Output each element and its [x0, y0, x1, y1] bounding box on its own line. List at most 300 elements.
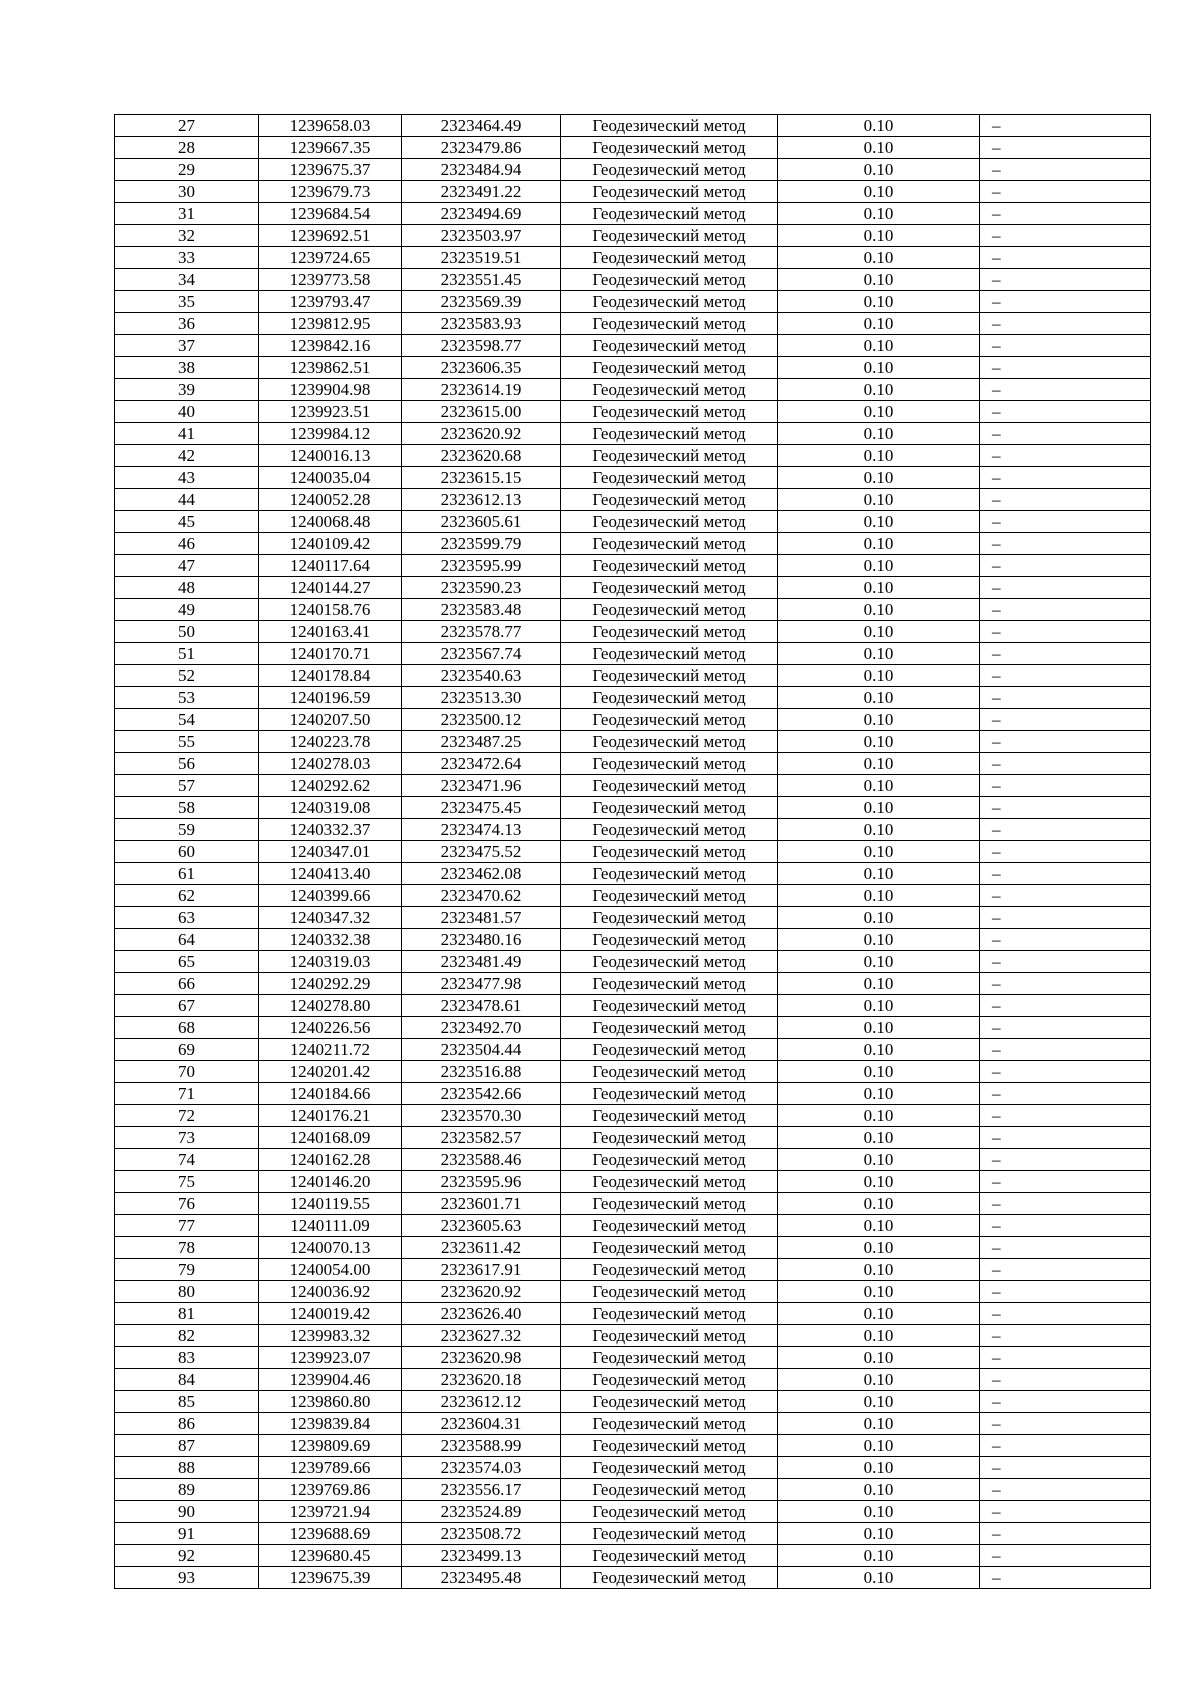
method-cell: Геодезический метод	[561, 445, 778, 467]
x-coordinate-cell: 1240332.37	[259, 819, 402, 841]
table-row	[115, 929, 1151, 951]
accuracy-cell: 0.10	[778, 1523, 980, 1545]
point-number-cell: 28	[115, 137, 259, 159]
x-coordinate-cell: 1239860.80	[259, 1391, 402, 1413]
accuracy-cell: 0.10	[778, 951, 980, 973]
y-coordinate-cell: 2323494.69	[402, 203, 561, 225]
y-coordinate-cell: 2323480.16	[402, 929, 561, 951]
table-row	[115, 643, 1151, 665]
note-cell: –	[980, 775, 1151, 797]
x-coordinate-cell: 1239984.12	[259, 423, 402, 445]
method-cell: Геодезический метод	[561, 621, 778, 643]
x-coordinate-cell: 1240278.03	[259, 753, 402, 775]
y-coordinate-cell: 2323472.64	[402, 753, 561, 775]
note-cell: –	[980, 445, 1151, 467]
accuracy-cell: 0.10	[778, 423, 980, 445]
accuracy-cell: 0.10	[778, 1457, 980, 1479]
table-row	[115, 1369, 1151, 1391]
y-coordinate-cell: 2323551.45	[402, 269, 561, 291]
x-coordinate-cell: 1239675.39	[259, 1567, 402, 1589]
method-cell: Геодезический метод	[561, 291, 778, 313]
accuracy-cell: 0.10	[778, 995, 980, 1017]
table-row	[115, 775, 1151, 797]
table-row	[115, 357, 1151, 379]
accuracy-cell: 0.10	[778, 1149, 980, 1171]
method-cell: Геодезический метод	[561, 1149, 778, 1171]
y-coordinate-cell: 2323479.86	[402, 137, 561, 159]
method-cell: Геодезический метод	[561, 1039, 778, 1061]
x-coordinate-cell: 1239769.86	[259, 1479, 402, 1501]
method-cell: Геодезический метод	[561, 731, 778, 753]
accuracy-cell: 0.10	[778, 225, 980, 247]
x-coordinate-cell: 1240119.55	[259, 1193, 402, 1215]
method-cell: Геодезический метод	[561, 1479, 778, 1501]
method-cell: Геодезический метод	[561, 159, 778, 181]
note-cell: –	[980, 1039, 1151, 1061]
method-cell: Геодезический метод	[561, 1567, 778, 1589]
note-cell: –	[980, 1391, 1151, 1413]
note-cell: –	[980, 1435, 1151, 1457]
method-cell: Геодезический метод	[561, 1083, 778, 1105]
note-cell: –	[980, 1281, 1151, 1303]
point-number-cell: 43	[115, 467, 259, 489]
table-row	[115, 841, 1151, 863]
accuracy-cell: 0.10	[778, 665, 980, 687]
method-cell: Геодезический метод	[561, 203, 778, 225]
table-row	[115, 1127, 1151, 1149]
x-coordinate-cell: 1240178.84	[259, 665, 402, 687]
note-cell: –	[980, 951, 1151, 973]
note-cell: –	[980, 1215, 1151, 1237]
method-cell: Геодезический метод	[561, 1435, 778, 1457]
y-coordinate-cell: 2323475.52	[402, 841, 561, 863]
table-row	[115, 1017, 1151, 1039]
accuracy-cell: 0.10	[778, 753, 980, 775]
table-row	[115, 1347, 1151, 1369]
y-coordinate-cell: 2323475.45	[402, 797, 561, 819]
x-coordinate-cell: 1240070.13	[259, 1237, 402, 1259]
note-cell: –	[980, 599, 1151, 621]
point-number-cell: 71	[115, 1083, 259, 1105]
y-coordinate-cell: 2323499.13	[402, 1545, 561, 1567]
table-row	[115, 1413, 1151, 1435]
y-coordinate-cell: 2323504.44	[402, 1039, 561, 1061]
accuracy-cell: 0.10	[778, 467, 980, 489]
y-coordinate-cell: 2323513.30	[402, 687, 561, 709]
accuracy-cell: 0.10	[778, 819, 980, 841]
point-number-cell: 90	[115, 1501, 259, 1523]
note-cell: –	[980, 577, 1151, 599]
table-row	[115, 335, 1151, 357]
y-coordinate-cell: 2323556.17	[402, 1479, 561, 1501]
accuracy-cell: 0.10	[778, 313, 980, 335]
accuracy-cell: 0.10	[778, 357, 980, 379]
method-cell: Геодезический метод	[561, 181, 778, 203]
x-coordinate-cell: 1239675.37	[259, 159, 402, 181]
accuracy-cell: 0.10	[778, 1127, 980, 1149]
note-cell: –	[980, 1523, 1151, 1545]
note-cell: –	[980, 1413, 1151, 1435]
x-coordinate-cell: 1240413.40	[259, 863, 402, 885]
y-coordinate-cell: 2323606.35	[402, 357, 561, 379]
point-number-cell: 57	[115, 775, 259, 797]
method-cell: Геодезический метод	[561, 819, 778, 841]
y-coordinate-cell: 2323478.61	[402, 995, 561, 1017]
method-cell: Геодезический метод	[561, 1193, 778, 1215]
note-cell: –	[980, 159, 1151, 181]
method-cell: Геодезический метод	[561, 665, 778, 687]
point-number-cell: 87	[115, 1435, 259, 1457]
y-coordinate-cell: 2323620.68	[402, 445, 561, 467]
x-coordinate-cell: 1240111.09	[259, 1215, 402, 1237]
y-coordinate-cell: 2323470.62	[402, 885, 561, 907]
method-cell: Геодезический метод	[561, 577, 778, 599]
note-cell: –	[980, 1501, 1151, 1523]
accuracy-cell: 0.10	[778, 181, 980, 203]
note-cell: –	[980, 489, 1151, 511]
x-coordinate-cell: 1240109.42	[259, 533, 402, 555]
point-number-cell: 86	[115, 1413, 259, 1435]
x-coordinate-cell: 1239658.03	[259, 115, 402, 137]
table-row	[115, 1391, 1151, 1413]
point-number-cell: 63	[115, 907, 259, 929]
point-number-cell: 70	[115, 1061, 259, 1083]
method-cell: Геодезический метод	[561, 1259, 778, 1281]
x-coordinate-cell: 1240226.56	[259, 1017, 402, 1039]
method-cell: Геодезический метод	[561, 643, 778, 665]
accuracy-cell: 0.10	[778, 709, 980, 731]
note-cell: –	[980, 841, 1151, 863]
method-cell: Геодезический метод	[561, 1017, 778, 1039]
accuracy-cell: 0.10	[778, 379, 980, 401]
accuracy-cell: 0.10	[778, 269, 980, 291]
method-cell: Геодезический метод	[561, 357, 778, 379]
table-row	[115, 1325, 1151, 1347]
y-coordinate-cell: 2323582.57	[402, 1127, 561, 1149]
method-cell: Геодезический метод	[561, 951, 778, 973]
method-cell: Геодезический метод	[561, 423, 778, 445]
x-coordinate-cell: 1240068.48	[259, 511, 402, 533]
accuracy-cell: 0.10	[778, 1545, 980, 1567]
table-row	[115, 159, 1151, 181]
table-row	[115, 885, 1151, 907]
note-cell: –	[980, 291, 1151, 313]
table-row	[115, 511, 1151, 533]
method-cell: Геодезический метод	[561, 995, 778, 1017]
note-cell: –	[980, 621, 1151, 643]
accuracy-cell: 0.10	[778, 1061, 980, 1083]
accuracy-cell: 0.10	[778, 203, 980, 225]
y-coordinate-cell: 2323500.12	[402, 709, 561, 731]
note-cell: –	[980, 973, 1151, 995]
note-cell: –	[980, 1237, 1151, 1259]
note-cell: –	[980, 1171, 1151, 1193]
point-number-cell: 55	[115, 731, 259, 753]
method-cell: Геодезический метод	[561, 599, 778, 621]
table-row	[115, 1083, 1151, 1105]
accuracy-cell: 0.10	[778, 643, 980, 665]
point-number-cell: 41	[115, 423, 259, 445]
x-coordinate-cell: 1240146.20	[259, 1171, 402, 1193]
accuracy-cell: 0.10	[778, 775, 980, 797]
method-cell: Геодезический метод	[561, 863, 778, 885]
x-coordinate-cell: 1240319.03	[259, 951, 402, 973]
method-cell: Геодезический метод	[561, 907, 778, 929]
table-row	[115, 1237, 1151, 1259]
accuracy-cell: 0.10	[778, 1435, 980, 1457]
x-coordinate-cell: 1240016.13	[259, 445, 402, 467]
coordinates-table-body	[115, 115, 1151, 1589]
note-cell: –	[980, 1083, 1151, 1105]
method-cell: Геодезический метод	[561, 269, 778, 291]
note-cell: –	[980, 137, 1151, 159]
y-coordinate-cell: 2323626.40	[402, 1303, 561, 1325]
note-cell: –	[980, 1479, 1151, 1501]
note-cell: –	[980, 753, 1151, 775]
point-number-cell: 73	[115, 1127, 259, 1149]
y-coordinate-cell: 2323590.23	[402, 577, 561, 599]
x-coordinate-cell: 1240117.64	[259, 555, 402, 577]
x-coordinate-cell: 1239923.07	[259, 1347, 402, 1369]
method-cell: Геодезический метод	[561, 1413, 778, 1435]
note-cell: –	[980, 1017, 1151, 1039]
x-coordinate-cell: 1240168.09	[259, 1127, 402, 1149]
table-row	[115, 577, 1151, 599]
note-cell: –	[980, 1105, 1151, 1127]
point-number-cell: 92	[115, 1545, 259, 1567]
y-coordinate-cell: 2323620.92	[402, 423, 561, 445]
y-coordinate-cell: 2323605.61	[402, 511, 561, 533]
x-coordinate-cell: 1239679.73	[259, 181, 402, 203]
table-row	[115, 973, 1151, 995]
point-number-cell: 72	[115, 1105, 259, 1127]
table-row	[115, 1545, 1151, 1567]
accuracy-cell: 0.10	[778, 159, 980, 181]
point-number-cell: 27	[115, 115, 259, 137]
table-row	[115, 1501, 1151, 1523]
method-cell: Геодезический метод	[561, 885, 778, 907]
y-coordinate-cell: 2323583.93	[402, 313, 561, 335]
y-coordinate-cell: 2323481.49	[402, 951, 561, 973]
y-coordinate-cell: 2323620.92	[402, 1281, 561, 1303]
accuracy-cell: 0.10	[778, 1083, 980, 1105]
note-cell: –	[980, 1259, 1151, 1281]
note-cell: –	[980, 1303, 1151, 1325]
x-coordinate-cell: 1239862.51	[259, 357, 402, 379]
method-cell: Геодезический метод	[561, 533, 778, 555]
point-number-cell: 32	[115, 225, 259, 247]
y-coordinate-cell: 2323567.74	[402, 643, 561, 665]
x-coordinate-cell: 1240163.41	[259, 621, 402, 643]
y-coordinate-cell: 2323474.13	[402, 819, 561, 841]
point-number-cell: 29	[115, 159, 259, 181]
accuracy-cell: 0.10	[778, 247, 980, 269]
table-row	[115, 1523, 1151, 1545]
table-row	[115, 753, 1151, 775]
x-coordinate-cell: 1240211.72	[259, 1039, 402, 1061]
note-cell: –	[980, 269, 1151, 291]
method-cell: Геодезический метод	[561, 797, 778, 819]
table-row	[115, 1105, 1151, 1127]
note-cell: –	[980, 335, 1151, 357]
accuracy-cell: 0.10	[778, 863, 980, 885]
method-cell: Геодезический метод	[561, 1171, 778, 1193]
point-number-cell: 39	[115, 379, 259, 401]
x-coordinate-cell: 1239983.32	[259, 1325, 402, 1347]
accuracy-cell: 0.10	[778, 1413, 980, 1435]
table-row	[115, 1061, 1151, 1083]
y-coordinate-cell: 2323462.08	[402, 863, 561, 885]
point-number-cell: 78	[115, 1237, 259, 1259]
table-row	[115, 181, 1151, 203]
x-coordinate-cell: 1239842.16	[259, 335, 402, 357]
y-coordinate-cell: 2323583.48	[402, 599, 561, 621]
accuracy-cell: 0.10	[778, 1193, 980, 1215]
accuracy-cell: 0.10	[778, 907, 980, 929]
accuracy-cell: 0.10	[778, 797, 980, 819]
x-coordinate-cell: 1240319.08	[259, 797, 402, 819]
x-coordinate-cell: 1239789.66	[259, 1457, 402, 1479]
accuracy-cell: 0.10	[778, 1347, 980, 1369]
x-coordinate-cell: 1240158.76	[259, 599, 402, 621]
accuracy-cell: 0.10	[778, 577, 980, 599]
table-row	[115, 379, 1151, 401]
note-cell: –	[980, 533, 1151, 555]
point-number-cell: 77	[115, 1215, 259, 1237]
x-coordinate-cell: 1239904.98	[259, 379, 402, 401]
table-row	[115, 445, 1151, 467]
x-coordinate-cell: 1240144.27	[259, 577, 402, 599]
point-number-cell: 85	[115, 1391, 259, 1413]
x-coordinate-cell: 1240399.66	[259, 885, 402, 907]
accuracy-cell: 0.10	[778, 1237, 980, 1259]
y-coordinate-cell: 2323627.32	[402, 1325, 561, 1347]
y-coordinate-cell: 2323595.96	[402, 1171, 561, 1193]
x-coordinate-cell: 1240170.71	[259, 643, 402, 665]
y-coordinate-cell: 2323578.77	[402, 621, 561, 643]
y-coordinate-cell: 2323611.42	[402, 1237, 561, 1259]
accuracy-cell: 0.10	[778, 599, 980, 621]
y-coordinate-cell: 2323484.94	[402, 159, 561, 181]
point-number-cell: 74	[115, 1149, 259, 1171]
y-coordinate-cell: 2323620.98	[402, 1347, 561, 1369]
table-row	[115, 819, 1151, 841]
point-number-cell: 60	[115, 841, 259, 863]
y-coordinate-cell: 2323612.13	[402, 489, 561, 511]
y-coordinate-cell: 2323614.19	[402, 379, 561, 401]
point-number-cell: 50	[115, 621, 259, 643]
table-row	[115, 423, 1151, 445]
accuracy-cell: 0.10	[778, 1325, 980, 1347]
note-cell: –	[980, 1567, 1151, 1589]
y-coordinate-cell: 2323604.31	[402, 1413, 561, 1435]
table-row	[115, 995, 1151, 1017]
method-cell: Геодезический метод	[561, 1105, 778, 1127]
note-cell: –	[980, 1545, 1151, 1567]
table-row	[115, 1567, 1151, 1589]
accuracy-cell: 0.10	[778, 1303, 980, 1325]
table-row	[115, 1435, 1151, 1457]
table-row	[115, 1281, 1151, 1303]
x-coordinate-cell: 1240332.38	[259, 929, 402, 951]
method-cell: Геодезический метод	[561, 1545, 778, 1567]
note-cell: –	[980, 401, 1151, 423]
method-cell: Геодезический метод	[561, 247, 778, 269]
accuracy-cell: 0.10	[778, 1105, 980, 1127]
y-coordinate-cell: 2323524.89	[402, 1501, 561, 1523]
y-coordinate-cell: 2323617.91	[402, 1259, 561, 1281]
x-coordinate-cell: 1240347.32	[259, 907, 402, 929]
table-row	[115, 467, 1151, 489]
y-coordinate-cell: 2323503.97	[402, 225, 561, 247]
accuracy-cell: 0.10	[778, 511, 980, 533]
y-coordinate-cell: 2323542.66	[402, 1083, 561, 1105]
note-cell: –	[980, 907, 1151, 929]
method-cell: Геодезический метод	[561, 137, 778, 159]
point-number-cell: 58	[115, 797, 259, 819]
y-coordinate-cell: 2323620.18	[402, 1369, 561, 1391]
method-cell: Геодезический метод	[561, 1281, 778, 1303]
note-cell: –	[980, 467, 1151, 489]
table-row	[115, 203, 1151, 225]
method-cell: Геодезический метод	[561, 335, 778, 357]
note-cell: –	[980, 819, 1151, 841]
x-coordinate-cell: 1240019.42	[259, 1303, 402, 1325]
point-number-cell: 42	[115, 445, 259, 467]
method-cell: Геодезический метод	[561, 401, 778, 423]
y-coordinate-cell: 2323570.30	[402, 1105, 561, 1127]
method-cell: Геодезический метод	[561, 1347, 778, 1369]
note-cell: –	[980, 731, 1151, 753]
table-row	[115, 291, 1151, 313]
y-coordinate-cell: 2323615.00	[402, 401, 561, 423]
y-coordinate-cell: 2323569.39	[402, 291, 561, 313]
x-coordinate-cell: 1239812.95	[259, 313, 402, 335]
x-coordinate-cell: 1240278.80	[259, 995, 402, 1017]
method-cell: Геодезический метод	[561, 1369, 778, 1391]
y-coordinate-cell: 2323477.98	[402, 973, 561, 995]
y-coordinate-cell: 2323495.48	[402, 1567, 561, 1589]
y-coordinate-cell: 2323516.88	[402, 1061, 561, 1083]
method-cell: Геодезический метод	[561, 1215, 778, 1237]
note-cell: –	[980, 357, 1151, 379]
point-number-cell: 30	[115, 181, 259, 203]
point-number-cell: 83	[115, 1347, 259, 1369]
y-coordinate-cell: 2323540.63	[402, 665, 561, 687]
note-cell: –	[980, 643, 1151, 665]
point-number-cell: 44	[115, 489, 259, 511]
point-number-cell: 79	[115, 1259, 259, 1281]
method-cell: Геодезический метод	[561, 1303, 778, 1325]
accuracy-cell: 0.10	[778, 841, 980, 863]
point-number-cell: 80	[115, 1281, 259, 1303]
accuracy-cell: 0.10	[778, 973, 980, 995]
method-cell: Геодезический метод	[561, 929, 778, 951]
x-coordinate-cell: 1239904.46	[259, 1369, 402, 1391]
accuracy-cell: 0.10	[778, 291, 980, 313]
point-number-cell: 65	[115, 951, 259, 973]
note-cell: –	[980, 1457, 1151, 1479]
x-coordinate-cell: 1239692.51	[259, 225, 402, 247]
method-cell: Геодезический метод	[561, 1457, 778, 1479]
x-coordinate-cell: 1240201.42	[259, 1061, 402, 1083]
point-number-cell: 36	[115, 313, 259, 335]
point-number-cell: 93	[115, 1567, 259, 1589]
note-cell: –	[980, 555, 1151, 577]
note-cell: –	[980, 885, 1151, 907]
point-number-cell: 49	[115, 599, 259, 621]
y-coordinate-cell: 2323601.71	[402, 1193, 561, 1215]
